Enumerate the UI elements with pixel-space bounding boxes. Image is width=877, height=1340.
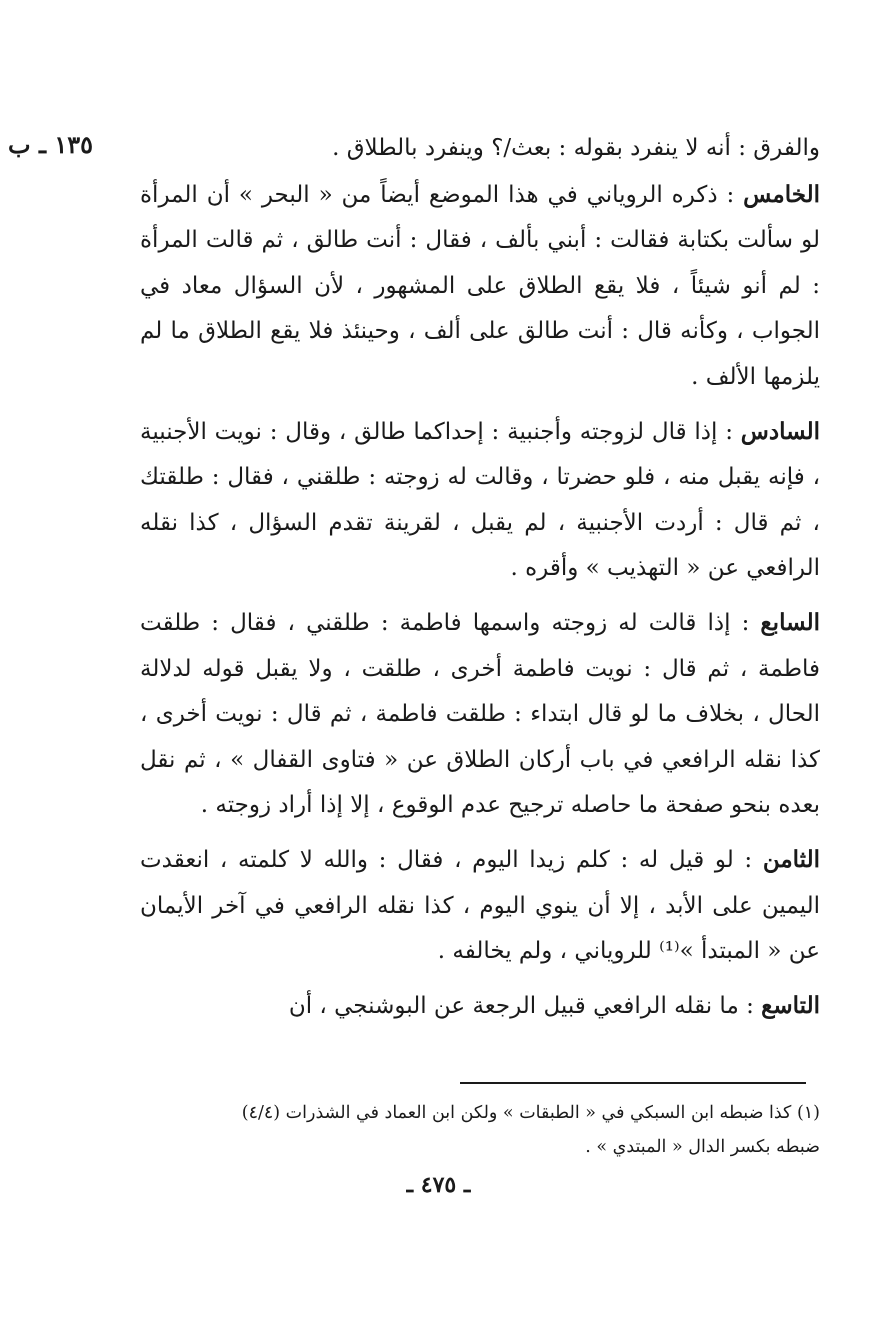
footnote-line: ضبطه بكسر الدال « المبتدي » . [585, 1137, 820, 1157]
paragraph-text: : لو قيل له : كلم زيدا اليوم ، فقال : والله لا كلمته ، انعقدت اليمين على الأبد ، إلا أن ينوي اليوم ، كذا نقله الرافعي في آخر الأيمان عن « المبتدأ »⁽¹⁾ للروياني ، ولم يخالفه . [140, 846, 820, 965]
paragraph-eighth [140, 837, 820, 975]
paragraph-difference [140, 126, 820, 172]
paragraph-heading: السادس [740, 417, 820, 445]
paragraph-text: والفرق : أنه لا ينفرد بقوله : بعث/؟ وينفرد بالطلاق . [332, 135, 820, 161]
paragraph-text: : إذا قال لزوجته وأجنبية : إحداكما طالق ، وقال : نويت الأجنبية ، فإنه يقبل منه ، فلو حضرتا ، وقالت له زوجته : طلقني ، فقال : طلقتك ، ثم قال : أردت الأجنبية ، لم يقبل ، لقرينة تقدم السؤال ، كذا نقله الرافعي عن « التهذيب » وأقره . [140, 418, 820, 582]
paragraph-heading: الثامن [762, 845, 820, 873]
footnote-line: (١) كذا ضبطه ابن السبكي في « الطبقات » ولكن ابن العماد في الشذرات (٤/٤) [241, 1103, 820, 1123]
footnote [140, 1096, 820, 1164]
paragraph-fifth [140, 172, 820, 401]
paragraph-text: : ذكره الروياني في هذا الموضع أيضاً من « البحر » أن المرأة لو سألت بكتابة فقالت : أبني بألف ، فقال : أنت طالق ، ثم قالت المرأة : لم أنو شيئاً ، فلا يقع الطلاق على المشهور ، لأن السؤال معاد في الجواب ، وكأنه قال : أنت طالق على ألف ، وحينئذ فلا يقع الطلاق ما لم يلزمها الألف . [140, 181, 820, 390]
paragraph-text: : إذا قالت له زوجته واسمها فاطمة : طلقني ، فقال : طلقت فاطمة ، ثم قال : نويت فاطمة أخرى ، طلقت ، ولا يقبل قوله لدلالة الحال ، بخلاف ما لو قال ابتداء : طلقت فاطمة ، ثم قال : نويت أخرى ، كذا نقله الرافعي في باب أركان الطلاق عن « فتاوى القفال » ، ثم نقل بعده بنحو صفحة ما حاصله ترجيح عدم الوقوع ، إلا إذا أراد زوجته . [140, 609, 820, 819]
paragraph-text: : ما نقله الرافعي قبيل الرجعة عن البوشنجي ، أن [288, 992, 762, 1019]
paragraph-heading: التاسع [761, 991, 820, 1019]
margin-folio-reference: ١٣٥ ـ ب [8, 130, 94, 159]
paragraph-heading: السابع [760, 608, 820, 636]
paragraph-seventh [140, 600, 820, 829]
paragraph-heading: الخامس [743, 180, 820, 208]
paragraph-ninth [140, 983, 820, 1030]
paragraph-sixth [140, 409, 820, 592]
page-number: ـ ٤٧٥ ـ [406, 1172, 471, 1198]
main-text [140, 126, 820, 1029]
footnote-separator [460, 1082, 806, 1084]
